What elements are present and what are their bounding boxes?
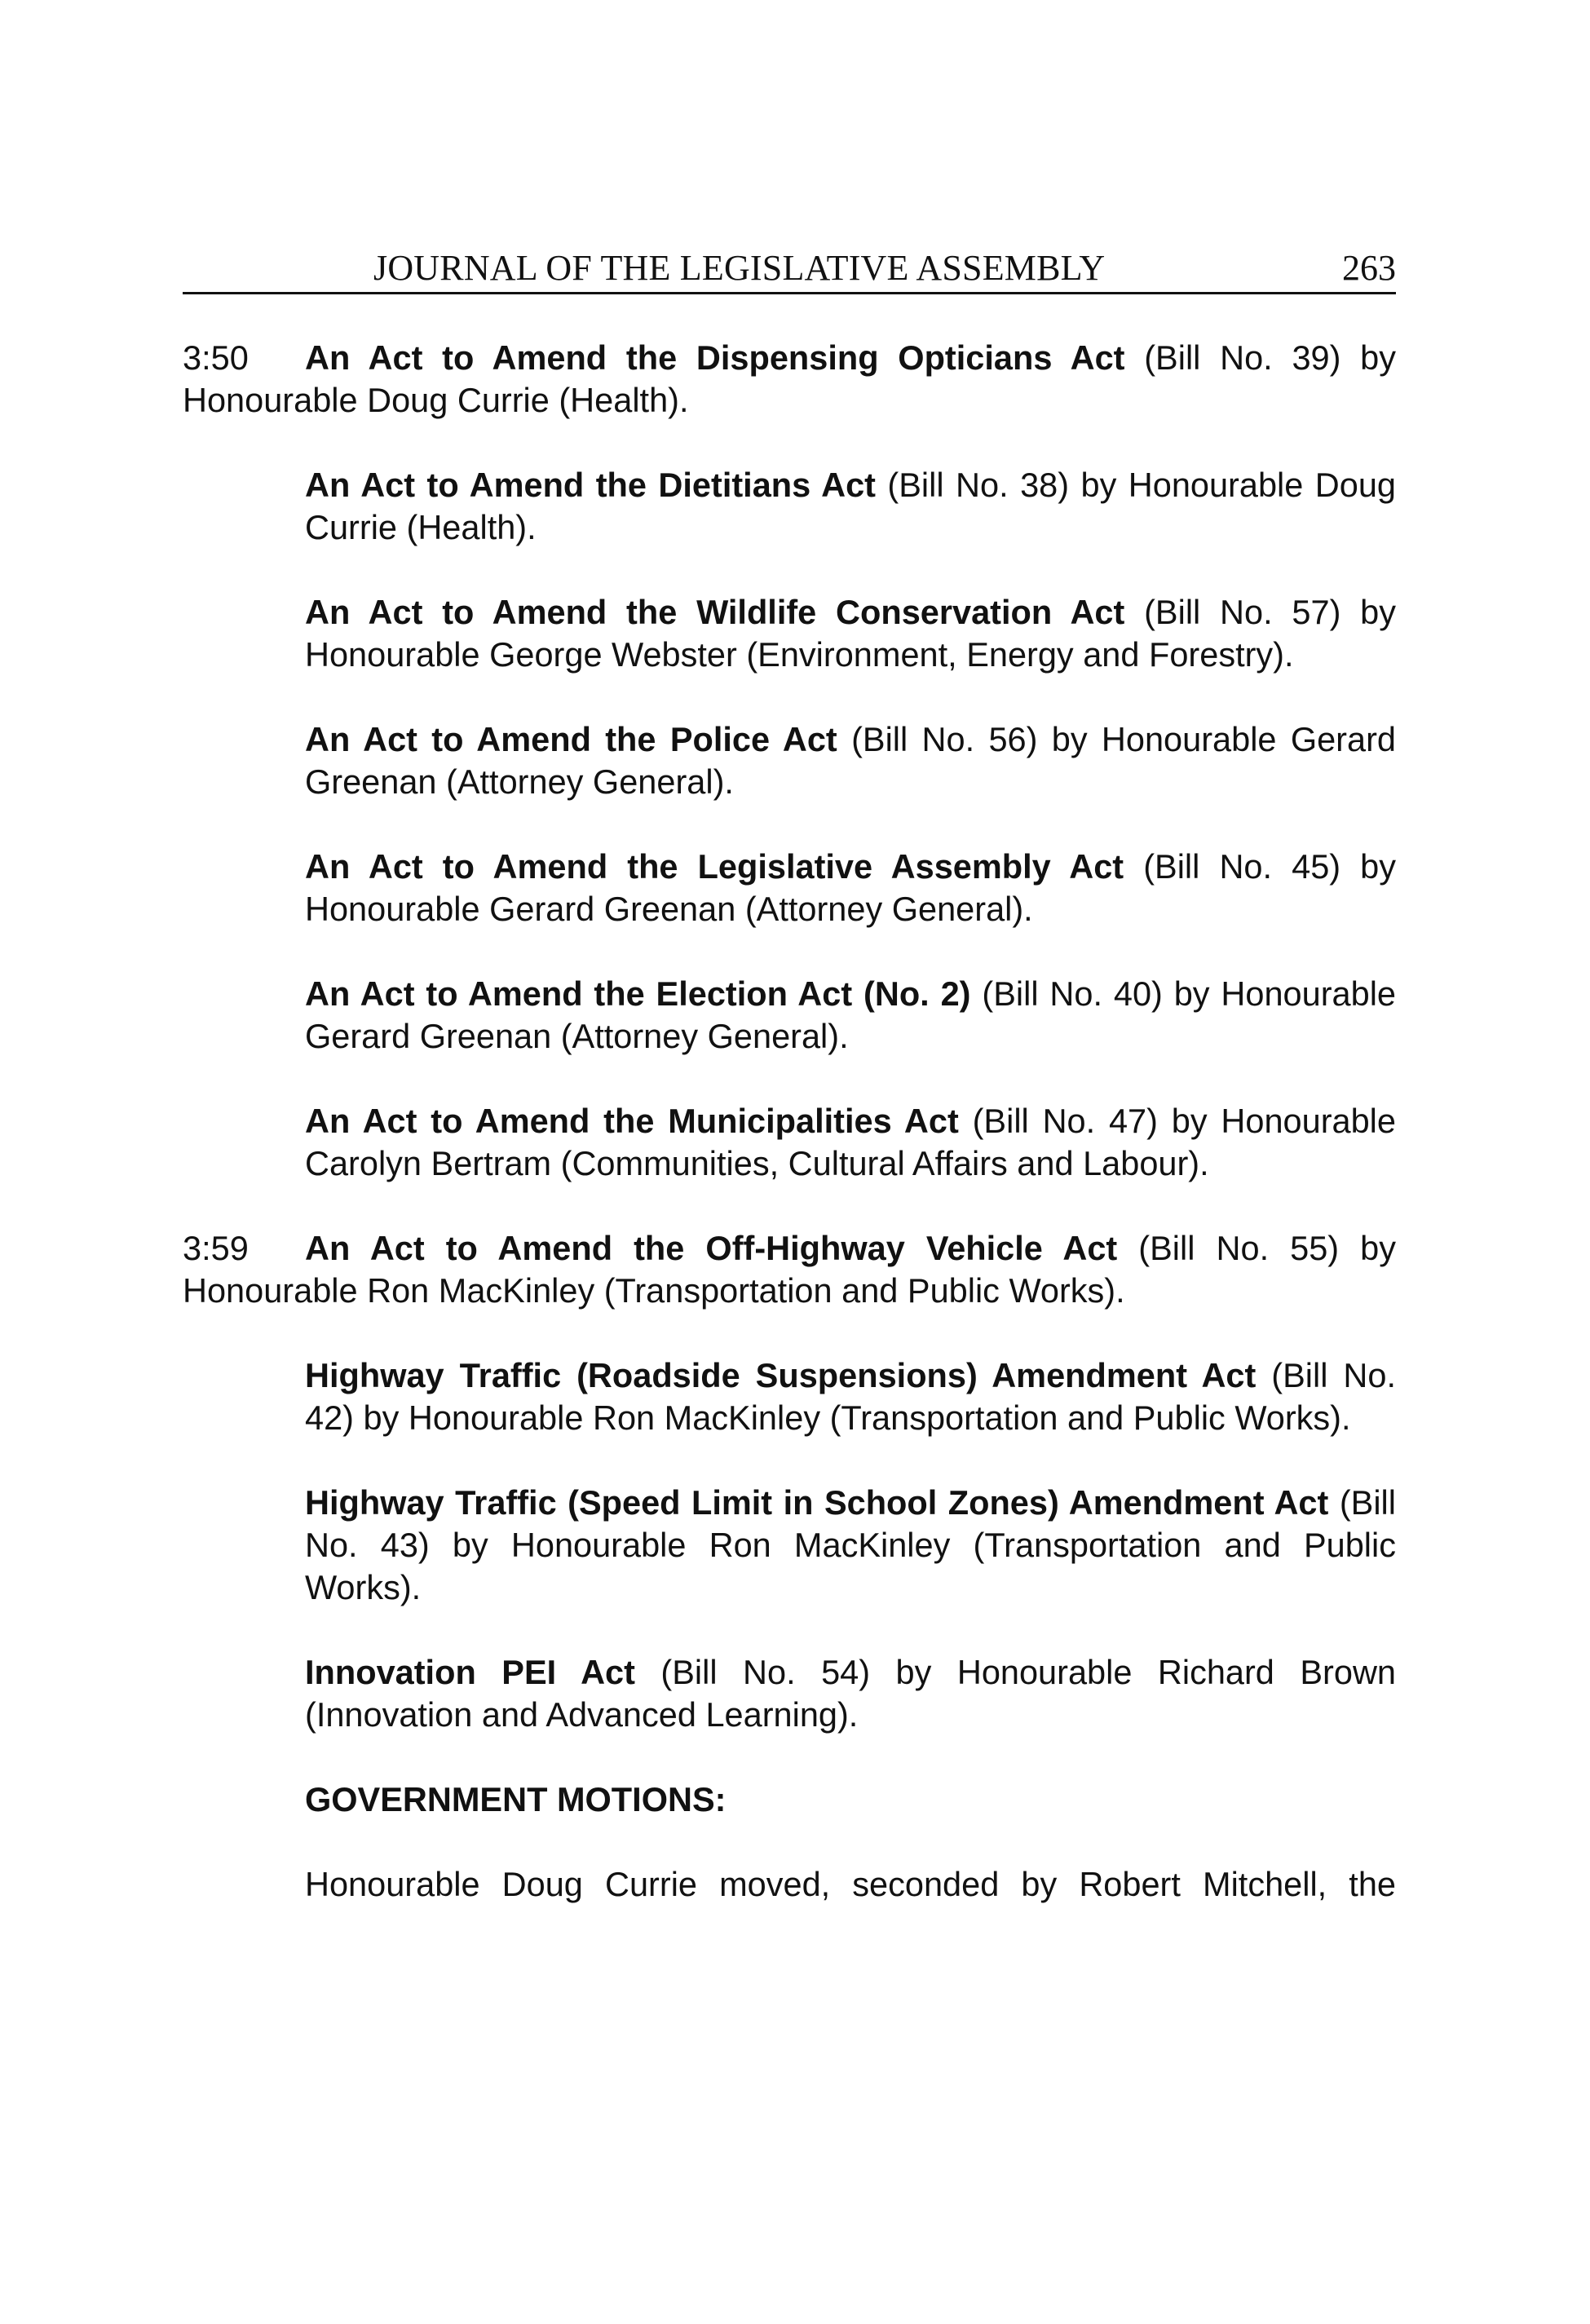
section-heading: GOVERNMENT MOTIONS: [305, 1780, 727, 1818]
bill-title: An Act to Amend the Dietitians Act [305, 466, 876, 504]
bill-details: (Bill No. 57) by Honourable George Webster (Environment, Energy and Forestry). [305, 593, 1396, 674]
bill-title: An Act to Amend the Legislative Assembly Act [305, 847, 1124, 886]
bill-details: (Bill No. 40) by Honourable Gerard Greenan (Attorney General). [305, 974, 1396, 1055]
bill-entry [305, 1100, 1396, 1185]
bill-title: An Act to Amend the Municipalities Act [305, 1102, 959, 1140]
bill-entry [305, 846, 1396, 930]
bill-details: (Bill No. 56) by Honourable Gerard Greenan (Attorney General). [305, 720, 1396, 801]
bill-details: (Bill No. 39) by Honourable Doug Currie (Health). [183, 338, 1397, 419]
bill-entry [305, 973, 1396, 1058]
motion-paragraph: Honourable Doug Currie moved, seconded by Robert Mitchell, the [305, 1865, 1396, 1903]
journal-body [183, 337, 1396, 1906]
page-number: 263 [1342, 248, 1396, 288]
bill-details: (Bill No. 55) by Honourable Ron MacKinley (Transportation and Public Works). [183, 1229, 1396, 1310]
entry-time: 3:50 [183, 338, 249, 377]
bill-entry [183, 337, 1396, 422]
bill-title: An Act to Amend the Dispensing Opticians Act [305, 338, 1125, 377]
entry-time: 3:59 [183, 1229, 249, 1267]
bill-title: An Act to Amend the Off-Highway Vehicle Act [305, 1229, 1118, 1267]
bill-entry [305, 591, 1396, 676]
bill-details: (Bill No. 54) by Honourable Richard Brown (Innovation and Advanced Learning). [305, 1653, 1396, 1734]
bill-entry [305, 1354, 1396, 1439]
bill-details: (Bill No. 38) by Honourable Doug Currie (Health). [305, 466, 1396, 546]
bill-title: An Act to Amend the Election Act (No. 2) [305, 974, 971, 1013]
bill-details: (Bill No. 42) by Honourable Ron MacKinley (Transportation and Public Works). [305, 1356, 1396, 1437]
bill-details: (Bill No. 43) by Honourable Ron MacKinley (Transportation and Public Works). [305, 1483, 1396, 1606]
bill-entry [305, 1482, 1396, 1609]
bill-title: Highway Traffic (Roadside Suspensions) Amendment Act [305, 1356, 1257, 1394]
bill-details: (Bill No. 47) by Honourable Carolyn Bertram (Communities, Cultural Affairs and Labour). [305, 1102, 1396, 1182]
bill-entry [183, 1227, 1396, 1312]
bill-entry [305, 1651, 1396, 1736]
bill-title: Innovation PEI Act [305, 1653, 635, 1691]
page-content [183, 245, 1396, 1906]
bill-entry [305, 464, 1396, 549]
bill-entry [305, 718, 1396, 803]
running-header [183, 245, 1396, 294]
bill-title: An Act to Amend the Wildlife Conservation Act [305, 593, 1125, 631]
bill-title: An Act to Amend the Police Act [305, 720, 837, 758]
journal-title: JOURNAL OF THE LEGISLATIVE ASSEMBLY [373, 248, 1106, 288]
bill-details: (Bill No. 45) by Honourable Gerard Greenan (Attorney General). [305, 847, 1397, 928]
bill-title: Highway Traffic (Speed Limit in School Zones) Amendment Act [305, 1483, 1329, 1522]
